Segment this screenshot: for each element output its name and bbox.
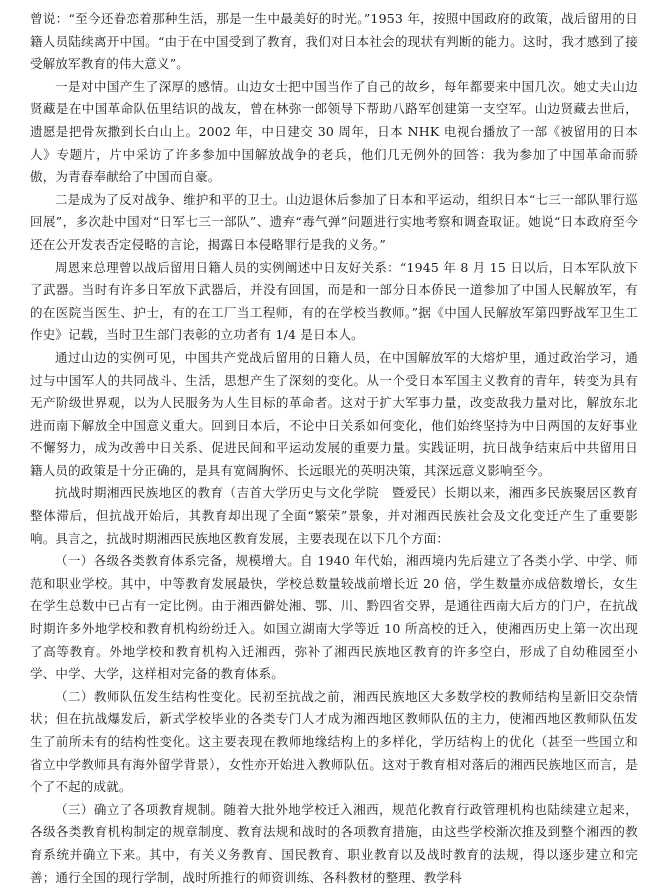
paragraph-2: 一是对中国产生了深厚的感情。山边女士把中国当作了自己的故乡，每年都要来中国几次。她丈夫山边贤藏是在中国革命队伍里结识的战友，曾在林弥一郎领导下帮助八路军创建第一支空军。山边贤藏去世后，遗愿是把骨灰撒到长白山上。2002 年，中日建交 30 周年，日本 NHK 电视台播放了一部《被留用的日本人》专题片，片中采访了许多参加中国解放战争的老兵，他们几无例外的回答：我为参加了中国革命而骄傲，为青春奉献给了中国而自豪。	[30, 78, 638, 185]
paragraph-8-section-two: （二）教师队伍发生结构性变化。民初至抗战之前，湘西民族地区大多数学校的教师结构呈新旧交杂情状；但在抗战爆发后，新式学校毕业的各类专门人才成为湘西地区教师队伍的主力，使湘西地区教师队伍发生了前所未有的结构性变化。这主要表现在教师地缘结构上的多样化，学历结构上的优化（甚至一些国立和省立中学教师具有海外留学背景），女性亦开始进入教师队伍。这对于教育相对落后的湘西民族地区而言，是个了不起的成就。	[30, 688, 638, 795]
paragraph-7-section-one: （一）各级各类教育体系完备，规模增大。自 1940 年代始，湘西境内先后建立了各类小学、中学、师范和职业学校。其中，中等教育发展最快，学校总数量较战前增长近 20 倍，学生数量亦成倍数增长，女生在学生总数中已占有一定比例。由于湘西僻处湘、鄂、川、黔四省交界，是通往西南大后方的门户，在抗战时期许多外地学校和教育机构纷纷迁入。如国立湖南大学等近 10 所高校的迁入，使湘西历史上第一次出现了高等教育。外地学校和教育机构入迁湘西，弥补了湘西民族地区教育的许多空白，形成了自幼稚园至小学、中学、大学，这样相对完备的教育体系。	[30, 553, 638, 682]
paragraph-9-section-three: （三）确立了各项教育规制。随着大批外地学校迁入湘西，规范化教育行政管理机构也陆续建立起来，各级各类教育机构制定的规章制度、教育法规和战时的各项教育措施，由这些学校渐次推及到整个湘西的教育系统并确立下来。其中，有关义务教育、国民教育、职业教育以及战时教育的法规，得以逐步建立和完善；通行全国的现行学制，战时所推行的师资训练、各科教材的整理、教学科	[30, 801, 638, 885]
paragraph-1: 曾说：“至今还眷恋着那种生活，那是一生中最美好的时光。”1953 年，按照中国政府的政策，战后留用的日籍人员陆续离开中国。“由于在中国受到了教育，我们对日本社会的现状有判断的能力。这时，我才感到了接受解放军教育的伟大意义”。	[30, 11, 638, 72]
document-page	[30, 8, 638, 889]
paragraph-6-article-intro: 抗战时期湘西民族地区的教育（吉首大学历史与文化学院 暨爱民）长期以来，湘西多民族聚居区教育整体滞后，但抗战开始后，其教育却出现了全面“繁荣”景象，并对湘西民族社会及文化变迁产生了重要影响。具言之，抗战时期湘西民族地区教育发展，主要表现在以下几个方面：	[30, 485, 638, 546]
paragraph-3: 二是成为了反对战争、维护和平的卫士。山边退休后参加了日本和平运动，组织日本“七三一部队罪行巡回展”，多次赴中国对“日军七三一部队”、遗弃“毒气弹”问题进行实地考察和调查取证。她说“日本政府至今还在公开发表否定侵略的言论，揭露日本侵略罪行是我的义务。”	[30, 191, 638, 252]
paragraph-4: 周恩来总理曾以战后留用日籍人员的实例阐述中日友好关系：“1945 年 8 月 15 日以后，日本军队放下了武器。当时有许多日军放下武器后，并没有回国，而是和一部分日本侨民一道参加了中国人民解放军，有的在医院当医生、护士，有的在工厂当工程师，有的在学校当教师。”据《中国人民解放军第四野战军卫生工作史》记载，当时卫生部门表彰的立功者有 1/4 是日本人。	[30, 259, 638, 343]
paragraph-5: 通过山边的实例可见，中国共产党战后留用的日籍人员，在中国解放军的大熔炉里，通过政治学习，通过与中国军人的共同战斗、生活，思想产生了深刻的变化。从一个受日本军国主义教育的青年，转变为具有无产阶级世界观，以为人民服务为人生目标的革命者。这对于扩大军事力量，改变敌我力量对比，解放东北进而南下解放全中国意义重大。回到日本后，不论中日关系如何变化，他们始终坚持为中日两国的友好事业不懈努力，成为改善中日关系、促进民间和平运动发展的重要力量。实践证明，抗日战争结束后中共留用日籍人员的政策是十分正确的，是具有宽阔胸怀、长远眼光的英明决策，其深远意义影响至今。	[30, 349, 638, 478]
